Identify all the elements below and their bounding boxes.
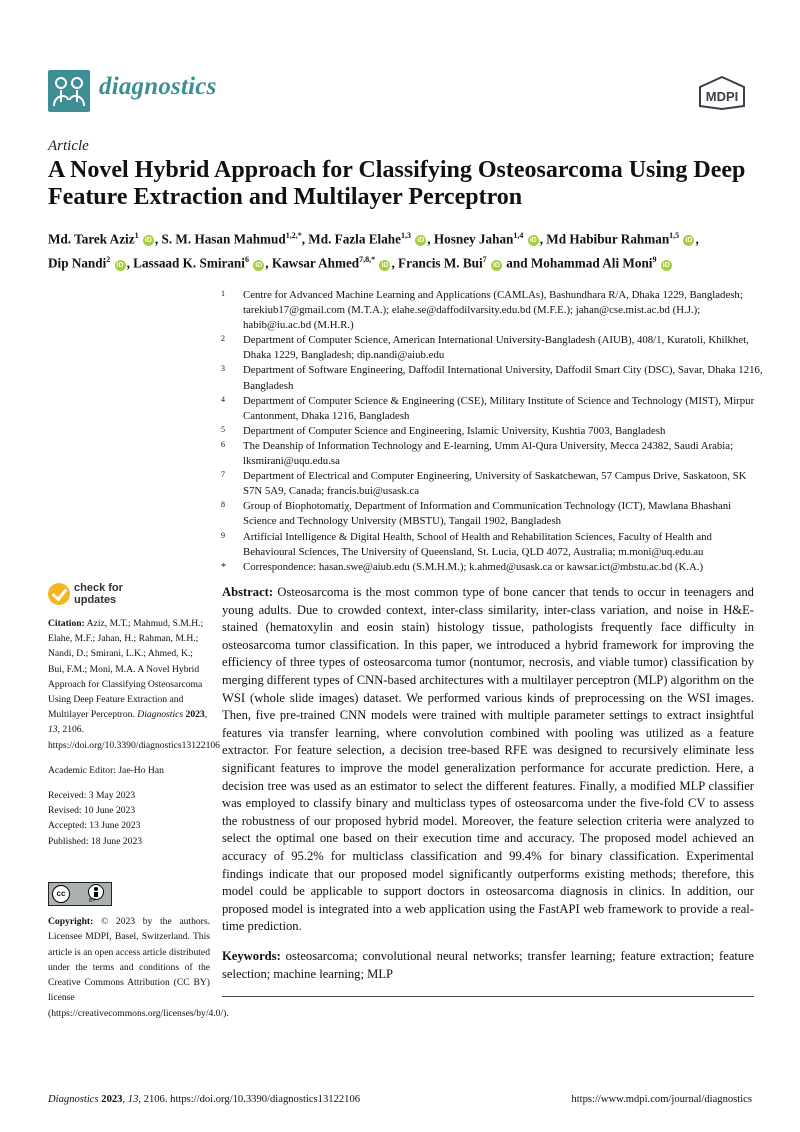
creative-commons-icon: cc [52,885,70,903]
publication-dates [48,788,210,849]
date-received: Received: 3 May 2023 [48,790,136,802]
author-name: Francis M. Bui [398,255,483,271]
article-title: A Novel Hybrid Approach for Classifying Osteosarcoma Using Deep Feature Extraction and Multilayer Perceptron [48,157,746,210]
copyright-text: © 2023 by the authors. Licensee MDPI, Basel, Switzerland. This article is an open access article distributed under the terms and conditions of the Creative Commons Attribution (CC BY) license (https://creativecommons.org/licenses/by/4.0/). [48,916,229,1019]
citation-text: Aziz, M.T.; Mahmud, S.M.H.; Elahe, M.F.; Jahan, H.; Rahman, M.H.; Nandi, D.; Smirani, L.K.; Ahmed, K.; Bui, F.M.; Moni, M.A. A Novel Hybrid Approach for Classifying Osteosarcoma Using Deep Feature Extraction and Multilayer Perceptron. [48,618,204,721]
author-affiliation-marker: 1,4 [513,231,524,240]
check-updates-label: check for updates [74,582,123,606]
affiliations [221,288,766,575]
orcid-icon[interactable]: iD [417,237,425,245]
date-revised: Revised: 10 June 2023 [48,805,136,817]
orcid-icon[interactable]: iD [492,261,500,269]
author-name: Lassaad K. Smirani [133,255,245,271]
author-separator: , [427,231,434,247]
copyright-notice [48,914,229,1021]
journal-url-link[interactable]: https://www.mdpi.com/journal/diagnostics [571,1094,752,1105]
author-affiliation-marker: 7,8,* [359,255,376,265]
abstract-label: Abstract: [222,585,274,599]
affiliation-item [221,424,766,439]
author-affiliation-marker: 1,2,* [285,231,302,240]
author-affiliation-marker: 1,5 [669,231,680,240]
keywords-label: Keywords: [222,949,281,963]
orcid-icon[interactable]: iD [529,237,537,245]
footer-journal: Diagnostics [48,1094,99,1105]
citation-doi-link[interactable]: , 2106. https://doi.org/10.3390/diagnostics13122106 [48,724,220,751]
author-name: Dip Nandi [48,255,107,271]
author-name: Mohammad Ali Moni [530,255,653,271]
author-affiliation-marker: 2 [106,255,111,265]
citation-volume: 13 [48,724,58,736]
author-separator: , [154,231,162,247]
affiliation-item [221,363,766,393]
author-list [48,225,768,274]
orcid-icon[interactable]: iD [255,261,263,269]
divider [222,996,754,997]
author-separator: , [695,231,699,247]
article-type: Article [48,138,89,154]
correspondence [221,560,766,575]
affiliation-item [221,530,766,560]
author-name: Md. Tarek Aziz [48,231,135,247]
affiliation-number: 1 [221,289,225,298]
affiliation-text: Department of Computer Science & Engineering (CSE), Military Institute of Science and Technology (MIST), Mirpur Cantonment, Dhaka 1216, Bangladesh [243,394,755,422]
citation-journal: Diagnostics [137,709,184,721]
citation: Citation: Aziz, M.T.; Mahmud, S.M.H.; Elahe, M.F.; Jahan, H.; Rahman, M.H.; Nandi, D.; Smirani, L.K.; Ahmed, K.; Bui, F.M.; Moni, M.A. A Novel Hybrid Approach for Classifying Osteosarcoma Using Deep Feature Extraction and Multilayer Perceptron. Diagnostics 2023, 13, 2106. https://doi.org/10.3390/diagnostics13122106 [48,618,220,751]
author-affiliation-marker: 6 [244,255,249,265]
affiliation-number: 9 [221,530,225,540]
affiliation-text: Centre for Advanced Machine Learning and Applications (CAMLAs), Bashundhara R/A, Dhaka 1229, Bangladesh; tarekiub17@gmail.com (M.T.A.); elahe.se@daffodilvarsity.edu.bd (M.F.E.); jahan@cse.mist.ac.bd (H.J.); habib@iu.ac.bd (M.H.R.) [243,289,743,332]
author-affiliation-marker: 1,3 [400,231,411,240]
orcid-icon[interactable]: iD [144,237,152,245]
author-separator: , [301,231,309,247]
affiliation-item [221,288,766,333]
affiliation-number: 5 [221,424,225,434]
affiliation-item [221,439,766,469]
affiliation-text: Department of Computer Science and Engineering, Islamic University, Kushtia 7003, Bangladesh [243,424,666,437]
journal-name: diagnostics [99,73,217,100]
mdpi-logo-text: MDPI [705,89,739,104]
by-label: BY [89,898,96,904]
author-separator: , [539,231,547,247]
affiliation-number: 7 [221,470,225,480]
author-affiliation-marker: 1 [134,231,139,240]
affiliation-item [221,469,766,499]
orcid-icon[interactable]: iD [685,237,693,245]
checkmark-icon [48,583,70,605]
author-name: S. M. Hasan Mahmud [161,231,286,247]
citation-year: 2023 [185,709,205,721]
affiliation-number: 6 [221,439,225,449]
author-separator: , [391,255,399,271]
affiliation-number: 8 [221,500,225,510]
footer-year: 2023 [101,1094,123,1105]
correspondence-text: Correspondence: hasan.swe@aiub.edu (S.M.H.M.); k.ahmed@usask.ca or kawsar.ict@mbstu.ac.bd (K.A.) [243,560,704,573]
correspondence-mark: * [221,561,226,573]
affiliation-text: The Deanship of Information Technology and E-learning, Umm Al-Qura University, Mecca 24382, Saudi Arabia; lksmirani@uqu.edu.sa [243,439,734,468]
author-separator: , [265,255,272,271]
cc-by-license-badge[interactable] [48,882,112,906]
author-separator: , [126,255,134,271]
keywords [222,948,754,983]
journal-logo [48,70,90,112]
orcid-icon[interactable]: iD [116,261,124,269]
sidebar [48,616,220,859]
footer-doi-link[interactable]: , 2106. https://doi.org/10.3390/diagnostics13122106 [138,1094,361,1105]
author-affiliation-marker: 7 [482,255,487,265]
orcid-icon[interactable]: iD [381,261,389,269]
affiliation-text: Artificial Intelligence & Digital Health, School of Health and Rehabilitation Sciences, Faculty of Health and Behavioural Sciences, The University of Queensland, St. Lucia, QLD 4072, Australia; m.moni@uq.edu.au [243,530,712,558]
affiliation-text: Department of Software Engineering, Daffodil International University, Daffodil Smart City (DSC), Savar, Dhaka 1216, Bangladesh [243,364,763,392]
abstract-text: Osteosarcoma is the most common type of bone cancer that tends to occur in teenagers and young adults. Due to crowded context, inter-class similarity, inter-class variation, and noise in H&E-stained (hematoxylin and eosin stain) histology tissue, pathologists frequently face difficulty in osteosarcoma tumor classification. In this paper, we introduced a hybrid framework for improving the efficiency of three types of osteosarcoma tumor (nontumor, necrosis, and viable tumor) classification by merging different types of CNN-based architectures with a multilayer perceptron (MLP) algorithm on the WSI (whole slide images) dataset. We performed various kinds of preprocessing on the WSI images. Then, five pre-trained CNN models were trained with multiple parameter settings to extract insightful features via transfer learning, where convolution combined with pooling was utilized as a feature extractor. For feature selection, a decision tree-based RFE was designed to recursively eliminate less significant features to improve the model generalization performance for accurate prediction. Here, a decision tree was used as an estimator to select the different features. Finally, a modified MLP classifier was employed to classify binary and multiclass types of osteosarcoma under the five-fold CV to assess the robustness of our proposed hybrid model. Moreover, the feature selection criteria were analyzed to select the optimal one based on their execution time and accuracy. The proposed model achieved an accuracy of 95.2% for multiclass classification and 99.4% for binary classification. Experimental findings indicate that our proposed model significantly outperforms existing methods; therefore, this model could be applicable to support doctors in osteosarcoma diagnosis in clinics. In addition, our proposed model is integrated into a web application using the FastAPI web framework to provide a real-time prediction. [222,585,754,934]
affiliation-item [221,499,766,529]
mdpi-logo [694,76,750,110]
affiliation-item [221,333,766,363]
affiliation-number: 3 [221,364,225,374]
affiliation-number: 4 [221,394,225,404]
author-affiliation-marker: 9 [652,255,657,265]
copyright-label: Copyright: [48,916,94,927]
author-separator: and [502,255,531,271]
journal-logo-icon [48,70,90,112]
affiliation-text: Department of Electrical and Computer Engineering, University of Saskatchewan, 57 Campus Drive, Saskatoon, SK S7N 5A9, Canada; francis.bui@usask.ca [243,470,747,498]
footer-volume: 13 [127,1094,139,1105]
author-name: Md Habibur Rahman [546,231,670,247]
author-name: Hosney Jahan [433,231,514,247]
affiliation-text: Group of Biophotomatiχ, Department of Information and Communication Technology (ICT), Mawlana Bhashani Science and Technology University (MBSTU), Tangail 1902, Bangladesh [243,500,732,528]
affiliation-item [221,394,766,424]
date-accepted: Accepted: 13 June 2023 [48,820,141,832]
author-name: Kawsar Ahmed [271,255,360,271]
check-for-updates-button[interactable] [48,583,138,609]
author-name: Md. Fazla Elahe [308,231,401,247]
orcid-icon[interactable]: iD [662,261,670,269]
affiliation-number: 2 [221,334,225,344]
citation-label: Citation: [48,618,85,629]
keywords-text: osteosarcoma; convolutional neural networks; transfer learning; feature extraction; feature selection; machine learning; MLP [222,949,754,981]
affiliation-text: Department of Computer Science, American International University-Bangladesh (AIUB), 408/1, Kuratoli, Khilkhet, Dhaka 1229, Bangladesh; dip.nandi@aiub.edu [243,334,749,362]
abstract [222,584,754,936]
academic-editor: Academic Editor: Jae-Ho Han [48,764,164,776]
date-published: Published: 18 June 2023 [48,835,143,847]
footer-citation: Diagnostics 2023, 13, 2106. https://doi.org/10.3390/diagnostics13122106 [48,1094,361,1105]
